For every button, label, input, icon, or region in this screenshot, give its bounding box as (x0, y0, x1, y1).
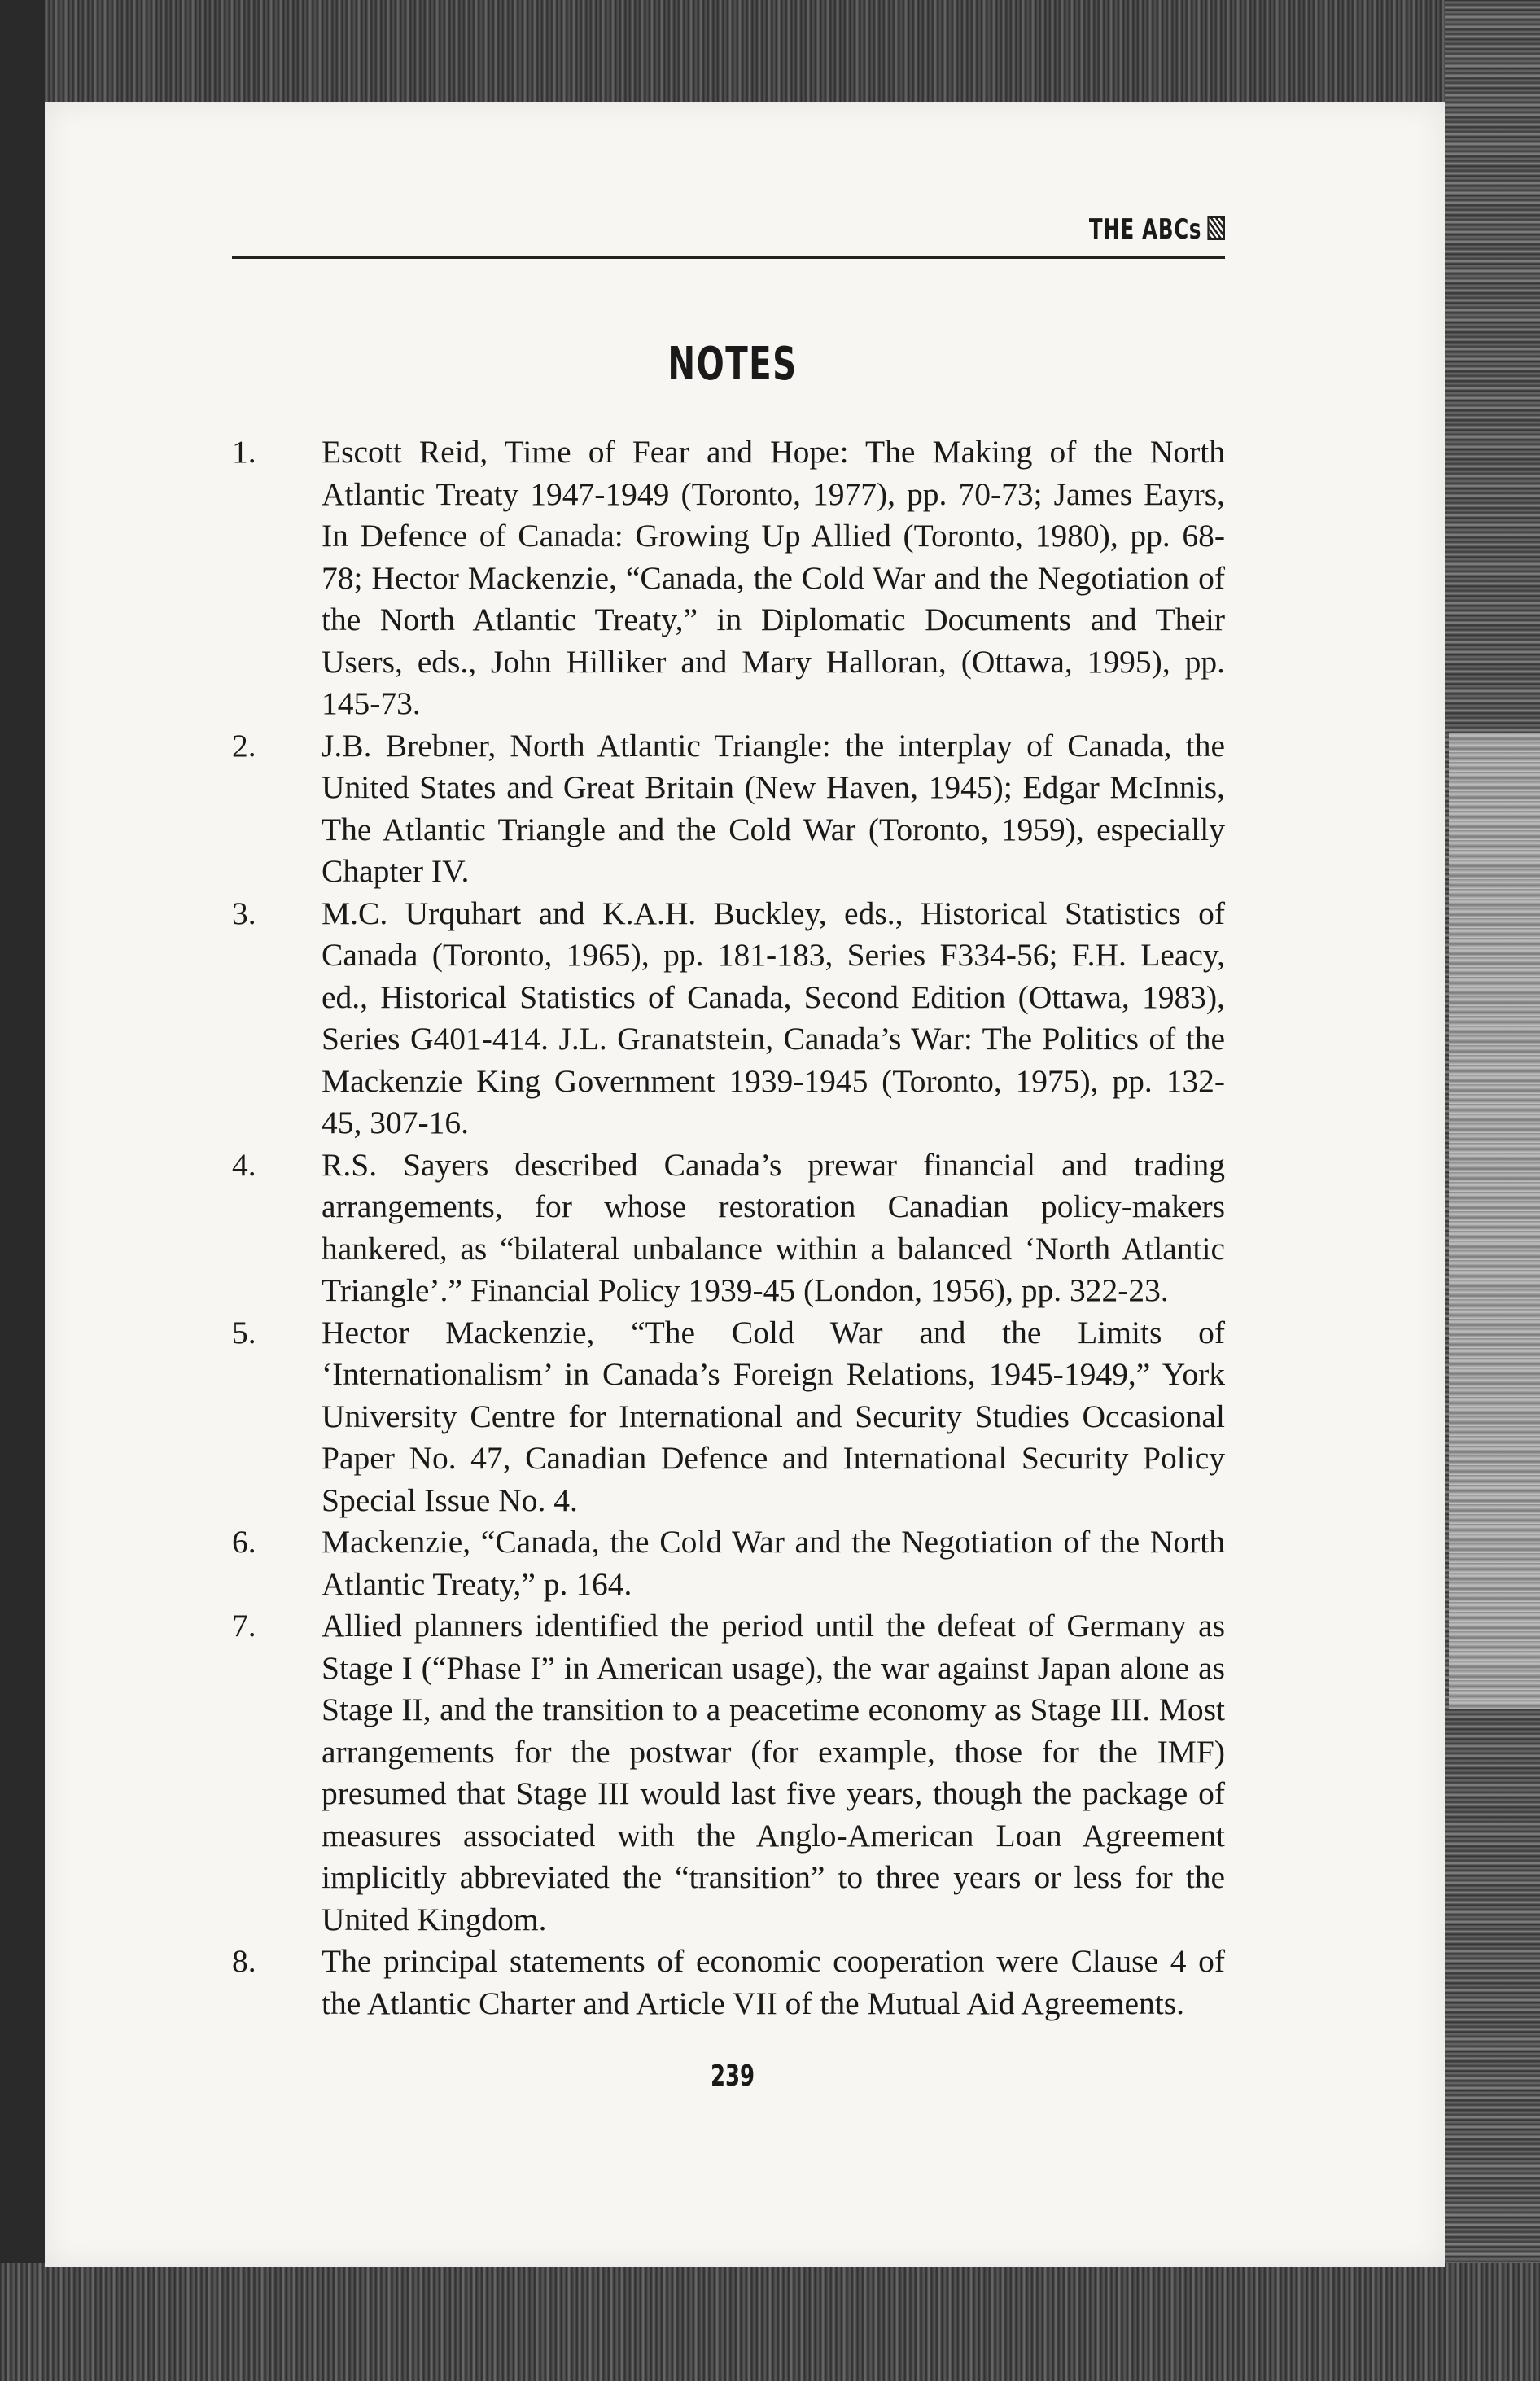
scan-border-left (0, 0, 45, 2381)
note-text: The principal statements of economic cooperation were Clause 4 of the Atlantic Charter and Article VII of the Mutual Aid Agreements. (322, 1943, 1225, 2021)
scan-border-right-highlight (1449, 733, 1540, 1709)
note-item (232, 431, 1225, 725)
note-text: J.B. Brebner, North Atlantic Triangle: the interplay of Canada, the United States and Great Britain (New Haven, 1945); Edgar McInnis, The Atlantic Triangle and the Cold War (Toronto, 1959), especially Chapter IV. (322, 727, 1225, 889)
note-item (232, 725, 1225, 893)
note-number: 3. (232, 895, 256, 931)
box-icon (1207, 216, 1225, 240)
note-text: Mackenzie, “Canada, the Cold War and the Negotiation of the North Atlantic Treaty,” p. 164. (322, 1524, 1225, 1602)
note-item (232, 1605, 1225, 1941)
note-text: R.S. Sayers described Canada’s prewar financial and trading arrangements, for whose restoration Canadian policy-makers hankered, as “bilateral unbalance within a balanced ‘North Atlantic Triangle’.” Financial Policy 1939-45 (London, 1956), pp. 322-23. (322, 1146, 1225, 1308)
note-text: Escott Reid, Time of Fear and Hope: The Making of the North Atlantic Treaty 1947-1949 (Toronto, 1977), pp. 70-73; James Eayrs, In Defence of Canada: Growing Up Allied (Toronto, 1980), pp. 68-78; Hector Mackenzie, “Canada, the Cold War and the Negotiation of the North Atlantic Treaty,” in Diplomatic Documents and Their Users, eds., John Hilliker and Mary Halloran, (Ottawa, 1995), pp. 145-73. (322, 434, 1225, 721)
note-number: 1. (232, 434, 256, 470)
note-item (232, 1941, 1225, 2024)
running-head (1052, 213, 1225, 246)
notes-list (232, 431, 1225, 2024)
note-item (232, 1521, 1225, 1605)
note-item (232, 893, 1225, 1145)
note-item (232, 1145, 1225, 1312)
note-number: 4. (232, 1146, 256, 1183)
note-number: 2. (232, 727, 256, 764)
note-number: 6. (232, 1524, 256, 1560)
note-number: 7. (232, 1608, 256, 1644)
scan-border-bottom (0, 2263, 1540, 2381)
note-number: 8. (232, 1943, 256, 1979)
note-item (232, 1312, 1225, 1522)
page-number: 239 (710, 2059, 755, 2093)
note-number: 5. (232, 1314, 256, 1350)
note-text: M.C. Urquhart and K.A.H. Buckley, eds., Historical Statistics of Canada (Toronto, 1965), pp. 181-183, Series F334-56; F.H. Leacy, ed., Historical Statistics of Canada, Second Edition (Ottawa, 1983), Series G401-414. J.L. Granatstein, Canada’s War: The Politics of the Mackenzie King Government 1939-1945 (Toronto, 1975), pp. 132-45, 307-16. (322, 895, 1225, 1140)
notes-title: NOTES (667, 338, 798, 391)
header-rule (232, 256, 1225, 259)
note-text: Allied planners identified the period until the defeat of Germany as Stage I (“Phase I” in American usage), the war against Japan alone as Stage II, and the transition to a peacetime economy as Stage III. Most arrangements for the postwar (for example, those for the IMF) presumed that Stage III would last five years, though the package of measures associated with the Anglo-American Loan Agreement implicitly abbreviated the “transition” to three years or less for the United Kingdom. (322, 1608, 1225, 1937)
running-head-text: THE ABCs (1088, 213, 1202, 246)
scan-border-top (0, 0, 1540, 106)
note-text: Hector Mackenzie, “The Cold War and the Limits of ‘Internationalism’ in Canada’s Foreign Relations, 1945-1949,” York University Centre for International and Security Studies Occasional Paper No. 47, Canadian Defence and International Security Policy Special Issue No. 4. (322, 1314, 1225, 1518)
